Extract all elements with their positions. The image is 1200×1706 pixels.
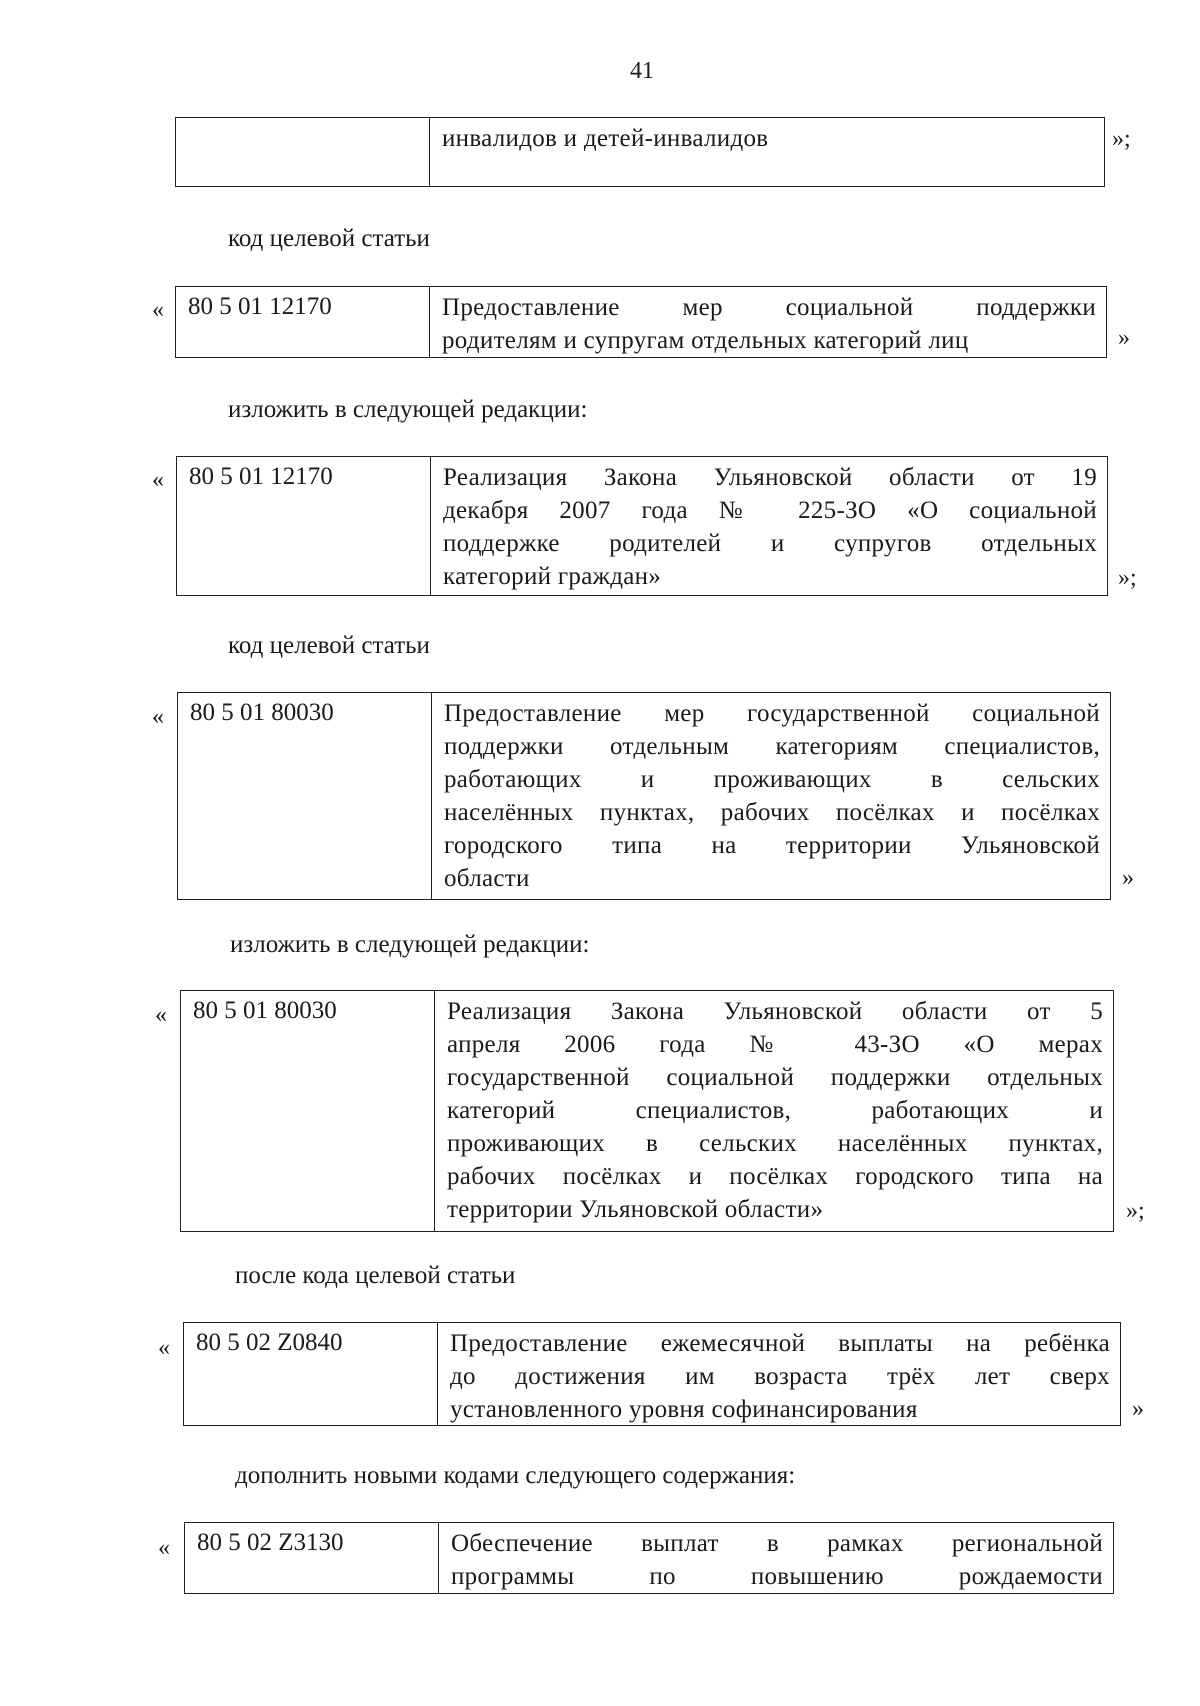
description-cell: [430, 118, 1104, 186]
code-table-1: [175, 286, 1107, 358]
description-cell: [438, 1323, 1120, 1425]
close-quote: »;: [1126, 1198, 1145, 1224]
code-cell: 80 5 01 80030: [181, 991, 435, 1231]
description-line: Предоставление мер государственной социальной: [444, 700, 1100, 727]
description-line: Реализация Закона Ульяновской области от 5: [447, 998, 1103, 1025]
paragraph-heading: код целевой статьи: [228, 225, 430, 252]
close-quote: »: [1132, 1396, 1144, 1422]
paragraph-heading: изложить в следующей редакции:: [230, 931, 590, 958]
description-cell: [431, 457, 1107, 595]
open-quote: «: [158, 1535, 170, 1561]
description-line: до достижения им возраста трёх лет сверх: [450, 1363, 1110, 1390]
description-line: установленного уровня софинансирования: [450, 1396, 918, 1423]
close-quote: »: [1122, 865, 1134, 891]
close-quote: »: [1118, 325, 1130, 351]
code-cell: 80 5 01 12170: [177, 457, 431, 595]
code-cell: 80 5 02 Z3130: [185, 1523, 439, 1593]
paragraph-heading: дополнить новыми кодами следующего содержания:: [235, 1462, 796, 1489]
open-quote: «: [155, 1002, 167, 1028]
description-line: проживающих в сельских населённых пунктах,: [447, 1130, 1103, 1157]
description-line: категорий граждан»: [443, 563, 662, 590]
description-line: поддержки отдельным категориям специалистов,: [444, 733, 1100, 760]
description-line: области: [444, 865, 530, 892]
close-quote: »;: [1112, 126, 1131, 152]
description-line: территории Ульяновской области»: [447, 1196, 824, 1223]
description-cell: [432, 693, 1110, 899]
description-line: поддержке родителей и супругов отдельных: [443, 530, 1097, 557]
open-quote: «: [158, 1335, 170, 1361]
code-table-4: [180, 990, 1114, 1232]
description-cell: [439, 1523, 1113, 1593]
page-number: 41: [630, 58, 654, 84]
description-line: Предоставление ежемесячной выплаты на ребёнка: [450, 1330, 1110, 1357]
code-cell: 80 5 01 12170: [176, 287, 430, 357]
description-line: Обеспечение выплат в рамках региональной: [451, 1530, 1103, 1557]
description-line: Реализация Закона Ульяновской области от 19: [443, 464, 1097, 491]
description-line: программы по повышению рождаемости: [451, 1563, 1103, 1590]
paragraph-heading: код целевой статьи: [228, 632, 430, 659]
code-cell: [176, 118, 430, 186]
description-line: Предоставление мер социальной поддержки: [442, 294, 1096, 321]
code-cell: 80 5 01 80030: [178, 693, 432, 899]
code-table-5: [183, 1322, 1121, 1426]
description-line: работающих и проживающих в сельских: [444, 766, 1100, 793]
close-quote: »;: [1118, 565, 1137, 591]
description-line: государственной социальной поддержки отдельных: [447, 1064, 1103, 1091]
code-table-0: [175, 117, 1105, 187]
description-line: рабочих посёлках и посёлках городского типа на: [447, 1163, 1103, 1190]
description-line: апреля 2006 года № 43-ЗО «О мерах: [447, 1031, 1103, 1058]
description-line: родителям и супругам отдельных категорий лиц: [442, 327, 969, 354]
description-cell: [430, 287, 1106, 357]
code-table-2: [176, 456, 1108, 596]
description-cell: [435, 991, 1113, 1231]
description-line: населённых пунктах, рабочих посёлках и посёлках: [444, 799, 1100, 826]
description-line: декабря 2007 года № 225-ЗО «О социальной: [443, 497, 1097, 524]
paragraph-heading: изложить в следующей редакции:: [228, 396, 588, 423]
description-line: инвалидов и детей-инвалидов: [442, 125, 769, 152]
open-quote: «: [152, 704, 164, 730]
description-line: городского типа на территории Ульяновской: [444, 832, 1100, 859]
open-quote: «: [152, 467, 164, 493]
paragraph-heading: после кода целевой статьи: [235, 1262, 516, 1289]
description-line: категорий специалистов, работающих и: [447, 1097, 1103, 1124]
code-table-6: [184, 1522, 1114, 1594]
code-table-3: [177, 692, 1111, 900]
code-cell: 80 5 02 Z0840: [184, 1323, 438, 1425]
open-quote: «: [152, 297, 164, 323]
